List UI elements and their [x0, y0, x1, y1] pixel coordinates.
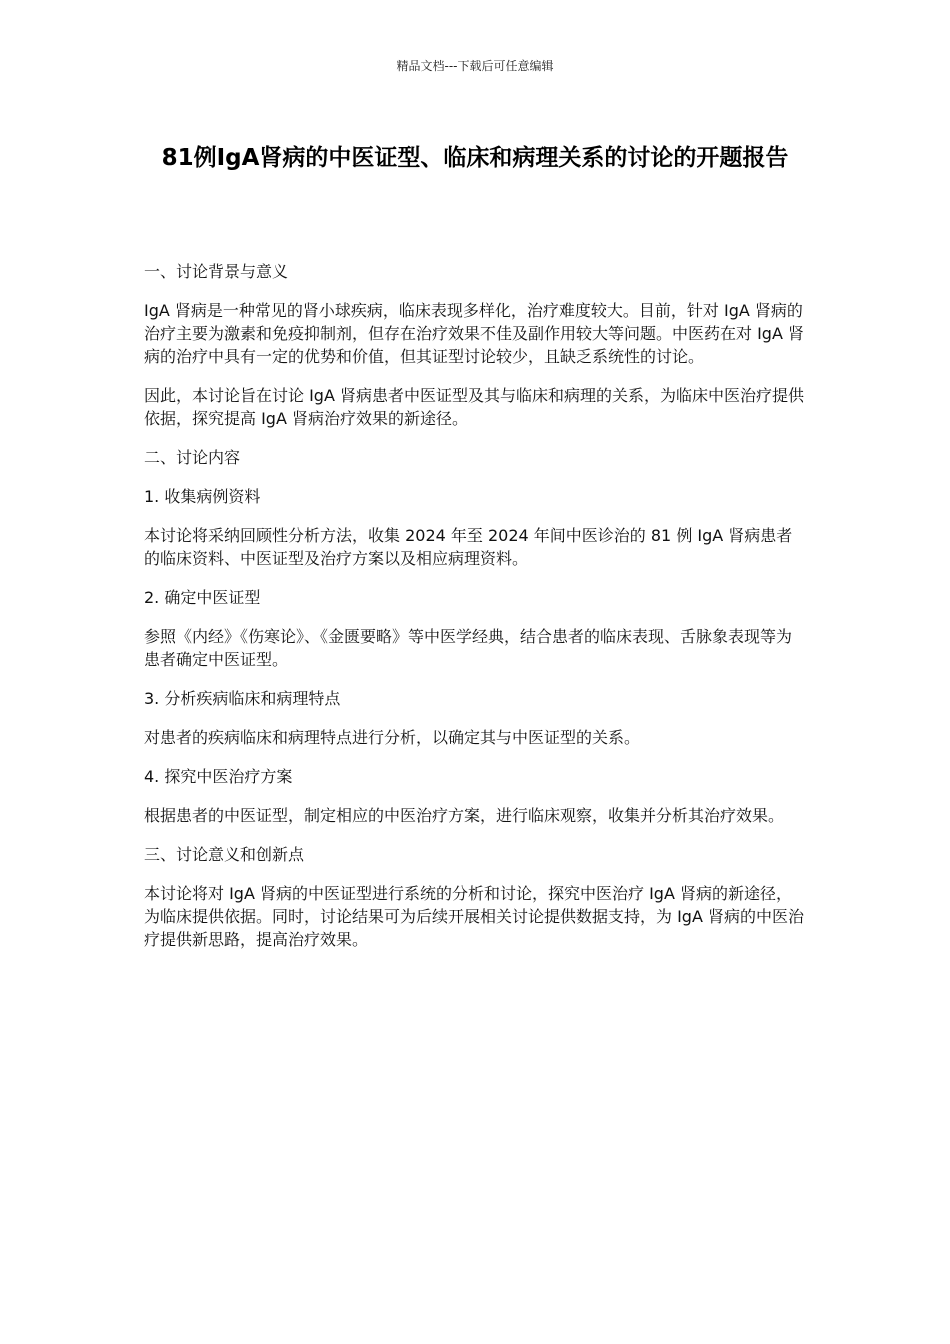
paragraph-clinical-pathology: 对患者的疾病临床和病理特点进行分析，以确定其与中医证型的关系。 — [144, 728, 641, 747]
paragraph-treatment-plan: 根据患者的中医证型，制定相应的中医治疗方案，进行临床观察，收集并分析其治疗效果。 — [144, 806, 785, 825]
paragraph-significance: 本讨论将对 IgA 肾病的中医证型进行系统的分析和讨论，探究中医治疗 IgA 肾病的新途径，为临床提供依据。同时，讨论结果可为后续开展相关讨论提供数据支持，为 IgA 肾病的中医治疗提供新思路，提高治疗效果。 — [144, 884, 804, 949]
paragraph-background-2: 因此，本讨论旨在讨论 IgA 肾病患者中医证型及其与临床和病理的关系，为临床中医治疗提供依据，探究提高 IgA 肾病治疗效果的新途径。 — [144, 386, 804, 428]
subheading-clinical-pathology: 3. 分析疾病临床和病理特点 — [144, 689, 341, 708]
subheading-tcm-syndrome: 2. 确定中医证型 — [144, 588, 261, 607]
header-note: 精品文档---下载后可任意编辑 — [396, 59, 554, 73]
paragraph-background-1: IgA 肾病是一种常见的肾小球疾病，临床表现多样化，治疗难度较大。目前，针对 IgA 肾病的治疗主要为激素和免疫抑制剂，但存在治疗效果不佳及副作用较大等问题。中医药在对 IgA 肾病的治疗中具有一定的优势和价值，但其证型讨论较少，且缺乏系统性的讨论。 — [144, 301, 804, 366]
subheading-treatment-plan: 4. 探究中医治疗方案 — [144, 767, 293, 786]
paragraph-collect-cases: 本讨论将采纳回顾性分析方法，收集 2024 年至 2024 年间中医诊治的 81 例 IgA 肾病患者的临床资料、中医证型及治疗方案以及相应病理资料。 — [144, 526, 793, 568]
section-heading-content: 二、讨论内容 — [144, 448, 241, 467]
section-heading-background: 一、讨论背景与意义 — [144, 262, 289, 281]
document-title: 81例IgA肾病的中医证型、临床和病理关系的讨论的开题报告 — [161, 145, 789, 171]
document-body — [144, 260, 806, 967]
subheading-collect-cases: 1. 收集病例资料 — [144, 487, 261, 506]
paragraph-tcm-syndrome: 参照《内经》《伤寒论》、《金匮要略》等中医学经典，结合患者的临床表现、舌脉象表现等为患者确定中医证型。 — [144, 627, 793, 669]
section-heading-significance: 三、讨论意义和创新点 — [144, 845, 305, 864]
